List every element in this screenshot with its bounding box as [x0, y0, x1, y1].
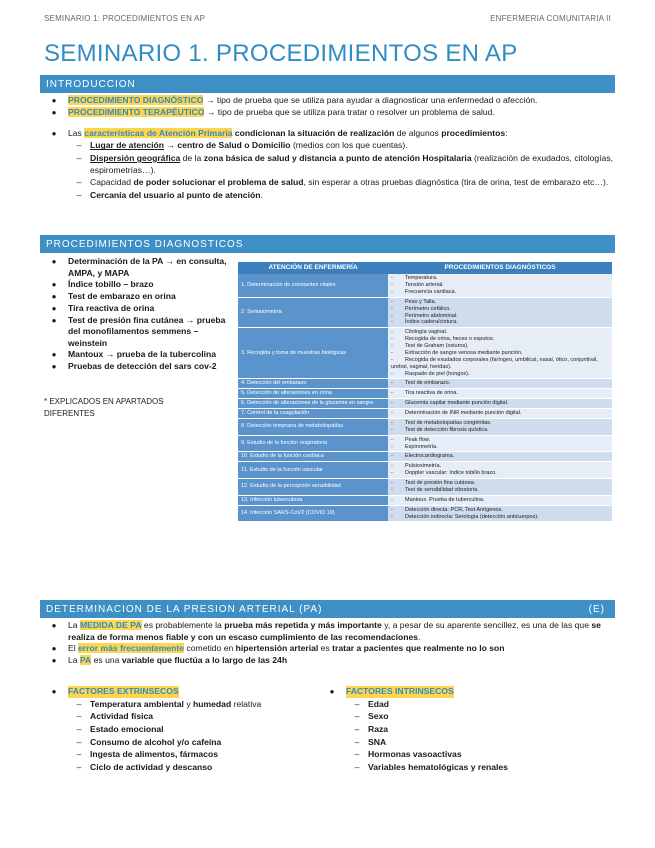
running-header-left: SEMINARIO 1: PROCEDIMIENTOS EN AP: [44, 14, 206, 23]
procedure-items: [391, 507, 609, 521]
text-run: tratar a pacientes que realmente no lo son: [332, 643, 505, 654]
text-run: La: [68, 620, 80, 630]
procedures-cell: [388, 435, 612, 452]
procedures-cell: [388, 297, 612, 328]
dash-icon: –: [76, 152, 82, 163]
text-run: se realiza de forma menos fiable y con un escaso cumplimiento de las recomendaciones: [68, 620, 601, 642]
procedures-cell: [388, 505, 612, 522]
table-row: [238, 297, 612, 328]
factor-label: Ciclo de actividad y descanso: [90, 761, 213, 772]
table-row: [238, 399, 612, 409]
table-row: [238, 389, 612, 399]
text-run: Capacidad: [90, 177, 134, 188]
list-item: [40, 643, 615, 655]
factor-label: Raza: [368, 723, 389, 734]
nursing-care-cell: 9. Estudio de la función respiratoria: [238, 435, 388, 452]
bullet-text: [68, 128, 508, 140]
bullet-icon: ●: [51, 362, 57, 372]
procedure-item: - Recogida de exudados corporales (faríngeo, umbilical, nasal, ótico, conjuntival, uretral, vaginal, heridas).: [391, 357, 609, 371]
dash-icon: –: [354, 761, 360, 772]
text-run: centro de Salud o Domicilio: [177, 140, 291, 151]
bullet-text: [68, 620, 615, 643]
procedure-item: - Temperatura.: [391, 275, 609, 282]
procedures-cell: [388, 379, 612, 389]
procedures-cell: [388, 399, 612, 409]
list-subitem: [40, 762, 330, 774]
factor-label: Consumo de alcohol y/o cafeína: [90, 736, 222, 747]
column-header: PROCEDIMIENTOS DIAGNÓSTICOS: [388, 262, 612, 274]
nursing-care-cell: 7. Control de la coagulación: [238, 409, 388, 419]
term-definition: → tipo de prueba que se utiliza para tratar o resolver un problema de salud.: [204, 106, 495, 117]
running-header: [44, 14, 611, 26]
section-flag: (E): [588, 604, 605, 615]
text-run: y: [183, 698, 194, 709]
list-subitem: [40, 140, 615, 152]
list-subitem: [40, 177, 615, 189]
dash-icon: –: [76, 189, 82, 200]
procedure-item: - Detección directa: PCR, Test Antígenos.: [391, 507, 609, 514]
text-run: variable que fluctúa a lo largo de las 24h: [121, 654, 288, 665]
text-run: de la: [180, 152, 204, 163]
text-run: El: [68, 643, 79, 654]
list-subitem: [40, 711, 330, 723]
pa-section: [40, 620, 615, 667]
factor-label: SNA: [368, 736, 387, 747]
table-row: [238, 274, 612, 297]
list-subitem: [318, 749, 608, 761]
table-row: [238, 495, 612, 505]
bullet-icon: ●: [51, 257, 57, 266]
text-run: características de Atención Primaria: [84, 127, 233, 138]
dash-icon: –: [76, 140, 82, 151]
text-run: (medios con los que cuentas).: [290, 140, 408, 151]
list-item: [40, 128, 615, 140]
procedure-label: Pruebas de detección del sars cov-2: [68, 361, 217, 372]
bullet-icon: ●: [51, 280, 57, 290]
procedures-cell: [388, 452, 612, 462]
text-run: PA: [79, 654, 92, 665]
subitem-text: [90, 140, 408, 152]
dash-icon: –: [354, 698, 360, 709]
dash-icon: –: [76, 723, 82, 734]
procedures-cell: [388, 462, 612, 479]
table-row: [238, 435, 612, 452]
procedure-items: [391, 420, 609, 434]
text-run: .: [260, 189, 263, 200]
procedure-item: - Test de presión fina cutánea.: [391, 480, 609, 487]
text-run: Dispersión geográfica: [90, 152, 181, 163]
procedure-items: [391, 380, 609, 387]
bullet-icon: ●: [51, 291, 57, 301]
factor-label: Sexo: [368, 711, 389, 722]
table-header-row: [238, 262, 612, 274]
nursing-care-cell: 4. Detección del embarazo: [238, 379, 388, 389]
table-row: [238, 409, 612, 419]
nursing-care-cell: 1. Determinación de constantes vitales: [238, 274, 388, 297]
procedure-item: - Detección indirecta: Serología (detección anticuerpos).: [391, 514, 609, 521]
factor-label: Variables hematológicas y renales: [368, 761, 508, 772]
intro-section: [40, 95, 615, 201]
procedure-item: - Recogida de orina, heces o esputos.: [391, 336, 609, 343]
procedure-item: - Pulsioximetría.: [391, 463, 609, 470]
subitem-text: [90, 177, 608, 189]
list-item: [318, 686, 608, 698]
procedure-item: - Tira reactiva de orina.: [391, 390, 609, 397]
procedure-items: [391, 400, 609, 407]
bullet-icon: ●: [51, 655, 57, 665]
list-subitem: [318, 762, 608, 774]
text-run: error más frecuentemente: [78, 643, 185, 654]
procedure-item: - Test de embarazo.: [391, 380, 609, 387]
procedure-item: - Perímetro abdominal.: [391, 313, 609, 320]
term-highlight: PROCEDIMIENTO TERAPÉUTICO: [68, 106, 205, 117]
nursing-care-cell: 10. Estudio de la función cardíaca: [238, 452, 388, 462]
table-row: [238, 505, 612, 522]
procedure-item: - Frecuencia cardiaca.: [391, 289, 609, 296]
procedure-label: Determinación de la PA → en consulta, AMPA, y MAPA: [68, 256, 227, 278]
bullet-icon: ●: [51, 621, 57, 630]
list-subitem: [40, 190, 615, 202]
procedure-label: Índice tobillo – brazo: [68, 279, 154, 290]
table-row: [238, 328, 612, 379]
procedure-item: - Índice cadera/cintura.: [391, 319, 609, 326]
procedures-cell: [388, 389, 612, 399]
procedure-items: [391, 437, 609, 451]
list-subitem: [318, 711, 608, 723]
footnote: * EXPLICADOS EN APARTADOS DIFERENTES: [44, 397, 164, 419]
nursing-care-cell: 3. Recogida y toma de muestras biológicas: [238, 328, 388, 379]
section-header-procedimientos: [40, 235, 615, 253]
text-run: hipertensión arterial: [235, 643, 319, 654]
factor-label: Actividad física: [90, 711, 154, 722]
list-item: [40, 256, 232, 279]
text-run: Temperatura ambiental: [90, 698, 184, 709]
list-item: [40, 620, 615, 643]
procedure-item: - Mantoux. Prueba de tuberculina.: [391, 497, 609, 504]
list-item: [40, 279, 232, 291]
procedures-cell: [388, 495, 612, 505]
text-run: , sin esperar a otras pruebas diagnóstica (tira de orina, test de embarazo etc…).: [303, 177, 609, 188]
nursing-care-cell: 6. Detección de alteraciones de la glucemia en sangre: [238, 399, 388, 409]
procedure-label: Tira reactiva de orina: [68, 302, 155, 313]
procedure-items: [391, 275, 609, 296]
text-run: de poder solucionar el problema de salud: [133, 177, 304, 188]
text-run: zona básica de salud y distancia a punto de atención Hospitalaria: [203, 152, 472, 163]
factor-label: Hormonas vasoactivas: [368, 749, 462, 760]
list-subitem: [40, 153, 615, 176]
subitem-text: [90, 699, 261, 711]
bullet-icon: ●: [51, 687, 57, 696]
text-run: Cercanía del usuario al punto de atención: [90, 189, 261, 200]
factors-title: FACTORES INTRINSECOS: [346, 686, 454, 696]
section-header-introduccion: [40, 75, 615, 93]
procedure-item: - Perímetro cefálico.: [391, 306, 609, 313]
list-subitem: [40, 724, 330, 736]
procedure-item: - Test de metabolopatías congénitas.: [391, 420, 609, 427]
dash-icon: –: [354, 711, 360, 722]
procedures-cell: [388, 418, 612, 435]
dash-icon: –: [76, 749, 82, 760]
column-header: ATENCIÓN DE ENFERMERÍA: [238, 262, 388, 274]
nursing-care-cell: 11. Estudio de la función vascular: [238, 462, 388, 479]
procedure-item: - Determinación de INR mediante punción digital.: [391, 410, 609, 417]
term-highlight: PROCEDIMIENTO DIAGNÓSTICO: [68, 95, 204, 105]
factor-label: Edad: [368, 698, 390, 709]
list-subitem: [40, 699, 330, 711]
nursing-care-cell: 2. Somatometría: [238, 297, 388, 328]
list-subitem: [318, 724, 608, 736]
procedure-item: - Test de sensibilidad vibratoria.: [391, 487, 609, 494]
procedure-items: [391, 480, 609, 494]
text-run: →: [164, 140, 178, 151]
text-run: prueba más repetida y más importante: [224, 620, 382, 630]
text-run: es: [318, 643, 333, 654]
procedure-item: - Doppler vascular: índice tobillo brazo.: [391, 470, 609, 477]
bullet-text: [68, 107, 495, 119]
page-title: SEMINARIO 1. PROCEDIMIENTOS EN AP: [44, 40, 518, 67]
nursing-care-cell: 12. Estudio de la percepción sensibilidad: [238, 479, 388, 496]
list-item: [40, 655, 615, 667]
list-item: [40, 315, 232, 350]
subitem-text: [90, 190, 263, 202]
procedures-cell: [388, 274, 612, 297]
procedure-items: [391, 497, 609, 504]
section-header-presion-arterial: [40, 600, 615, 618]
procedure-items: [391, 329, 609, 377]
procedure-item: - Extracción de sangre venosa mediante punción.: [391, 350, 609, 357]
dash-icon: –: [76, 761, 82, 772]
intrinsic-factors: [318, 686, 608, 773]
dash-icon: –: [76, 698, 82, 709]
dash-icon: –: [354, 723, 360, 734]
text-run: (realización de exudados, citologías, espirometrías…).: [90, 152, 614, 175]
procedures-list: [40, 256, 232, 373]
procedure-item: - Glucemia capilar mediante punción digital.: [391, 400, 609, 407]
bullet-icon: ●: [51, 350, 57, 360]
list-item: [40, 107, 615, 119]
factor-label: Estado emocional: [90, 723, 164, 734]
table-row: [238, 479, 612, 496]
procedure-items: [391, 463, 609, 477]
bullet-icon: ●: [51, 315, 57, 325]
bullet-text: [68, 95, 537, 107]
bullet-text: [68, 655, 287, 667]
list-item: [40, 686, 330, 698]
dash-icon: –: [354, 749, 360, 760]
text-run: Las: [68, 127, 85, 138]
list-item: [40, 349, 232, 361]
running-header-right: ENFERMERIA COMUNITARIA II: [490, 14, 611, 23]
table-row: [238, 462, 612, 479]
section-title: PROCEDIMIENTOS DIAGNOSTICOS: [46, 239, 244, 250]
procedure-item: - Tensión arterial.: [391, 282, 609, 289]
procedures-table: [238, 262, 612, 522]
bullet-icon: ●: [51, 128, 57, 138]
nursing-care-cell: 8. Detección temprana de metabolopatías: [238, 418, 388, 435]
text-run: de algunos: [394, 127, 442, 138]
procedure-item: - Raspado de piel (hongos).: [391, 371, 609, 378]
procedure-item: - Citología vaginal.: [391, 329, 609, 336]
procedure-items: [391, 410, 609, 417]
nursing-care-cell: 14. Infección SARS-CoV2 (COVID 19): [238, 505, 388, 522]
procedure-items: [391, 390, 609, 397]
nursing-care-cell: 5. Detección de alteraciones en orina: [238, 389, 388, 399]
text-run: procedimientos: [441, 127, 506, 138]
bullet-icon: ●: [51, 96, 57, 105]
procedure-item: - Electrocardiograma.: [391, 453, 609, 460]
text-run: y, a pesar de su aparente sencillez, es una de las que: [381, 620, 592, 630]
bullet-icon: ●: [51, 644, 57, 654]
text-run: cometido en: [184, 643, 236, 654]
factors-title: FACTORES EXTRINSECOS: [68, 686, 179, 696]
term-definition: → tipo de prueba que se utiliza para ayudar a diagnosticar una enfermedad o afección.: [203, 95, 538, 105]
text-run: relativa: [231, 698, 262, 709]
section-title: DETERMINACION DE LA PRESION ARTERIAL (PA): [46, 604, 323, 615]
list-subitem: [40, 749, 330, 761]
dash-icon: –: [76, 736, 82, 747]
text-run: condicionan la situación de realización: [232, 127, 395, 138]
section-title: INTRODUCCION: [46, 79, 136, 90]
procedures-cell: [388, 409, 612, 419]
text-run: es una: [91, 654, 122, 665]
procedure-item: - Peso y Talla.: [391, 299, 609, 306]
list-item: [40, 303, 232, 315]
table-row: [238, 418, 612, 435]
procedure-item: - Test de Graham (oxiuros).: [391, 343, 609, 350]
text-run: Lugar de atención: [90, 140, 165, 151]
factor-label: Ingesta de alimentos, fármacos: [90, 749, 218, 760]
dash-icon: –: [76, 711, 82, 722]
list-item: [40, 291, 232, 303]
bullet-text: [68, 643, 505, 655]
text-run: MEDIDA DE PA: [79, 620, 142, 630]
dash-icon: –: [354, 736, 360, 747]
nursing-care-cell: 13. Infección tuberculosa: [238, 495, 388, 505]
text-run: es probablemente la: [141, 620, 225, 630]
table-row: [238, 379, 612, 389]
dash-icon: –: [76, 177, 82, 188]
procedure-label: Test de presión fina cutánea → prueba del monofilamentos semmens – weinstein: [68, 314, 226, 348]
text-run: .: [418, 631, 421, 642]
procedure-item: - Test de detección fibrosis quística.: [391, 427, 609, 434]
table-row: [238, 452, 612, 462]
subitem-text: [90, 153, 615, 176]
list-subitem: [318, 699, 608, 711]
bullet-icon: ●: [51, 303, 57, 313]
procedures-cell: [388, 328, 612, 379]
procedure-item: - Peak flow.: [391, 437, 609, 444]
list-subitem: [318, 737, 608, 749]
procedure-label: Mantoux → prueba de la tubercolina: [68, 349, 217, 360]
procedure-item: - Espirometría.: [391, 444, 609, 451]
text-run: :: [505, 127, 508, 138]
procedure-items: [391, 299, 609, 327]
text-run: humedad: [193, 698, 232, 709]
procedures-cell: [388, 479, 612, 496]
list-item: [40, 95, 615, 107]
list-subitem: [40, 737, 330, 749]
procedure-items: [391, 453, 609, 460]
bullet-icon: ●: [329, 687, 335, 696]
bullet-icon: ●: [51, 107, 57, 117]
extrinsic-factors: [40, 686, 330, 773]
list-item: [40, 361, 232, 373]
text-run: La: [68, 654, 80, 665]
procedure-label: Test de embarazo en orina: [68, 290, 176, 301]
